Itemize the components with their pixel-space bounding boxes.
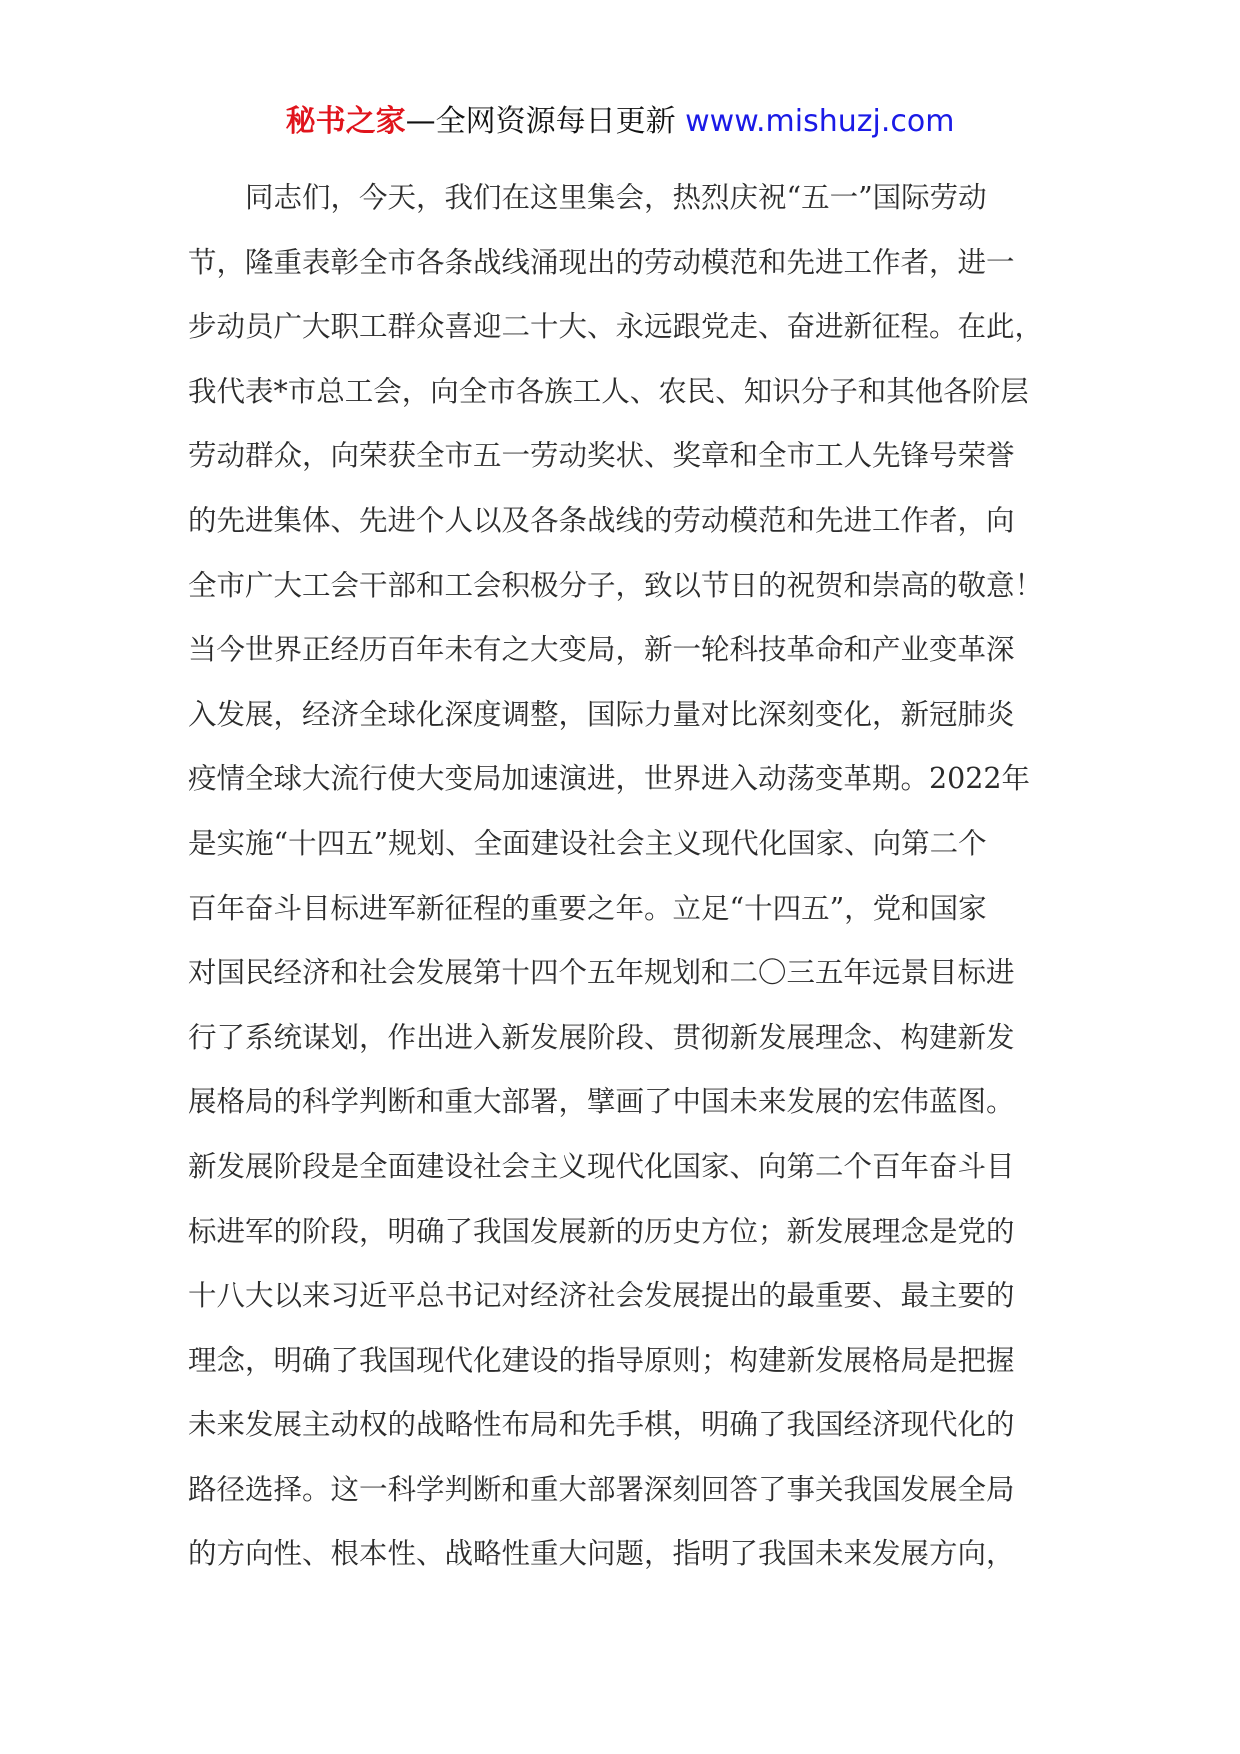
- text-line: 行了系统谋划，作出进入新发展阶段、贯彻新发展理念、构建新发: [188, 1020, 1015, 1054]
- text-line: 劳动群众，向荣获全市五一劳动奖状、奖章和全市工人先锋号荣誉: [188, 439, 1015, 473]
- website-link[interactable]: www.mishuzj.com: [685, 104, 955, 139]
- document-body: [188, 166, 1056, 1587]
- header-slogan: —全网资源每日更新: [405, 104, 676, 139]
- text-line: 步动员广大职工群众喜迎二十大、永远跟党走、奋进新征程。在此，: [188, 310, 1044, 344]
- text-line: 理念，明确了我国现代化建设的指导原则；构建新发展格局是把握: [188, 1343, 1015, 1377]
- text-line: 我代表*市总工会，向全市各族工人、农民、知识分子和其他各阶层: [188, 374, 1029, 408]
- text-line: 标进军的阶段，明确了我国发展新的历史方位；新发展理念是党的: [188, 1214, 1015, 1248]
- text-line: 同志们，今天，我们在这里集会，热烈庆祝“五一”国际劳动: [245, 181, 987, 214]
- text-line: 的方向性、根本性、战略性重大问题，指明了我国未来发展方向，: [188, 1537, 1015, 1571]
- text-line: 节，隆重表彰全市各条战线涌现出的劳动模范和先进工作者，进一: [188, 245, 1015, 279]
- brand-name: 秘书之家: [285, 104, 406, 139]
- text-line: 百年奋斗目标进军新征程的重要之年。立足“十四五”，党和国家: [188, 891, 987, 925]
- text-line: 全市广大工会干部和工会积极分子，致以节日的祝贺和崇高的敬意！: [188, 568, 1044, 602]
- text-line: 展格局的科学判断和重大部署，擘画了中国未来发展的宏伟蓝图。: [188, 1085, 1015, 1119]
- text-line: 当今世界正经历百年未有之大变局，新一轮科技革命和产业变革深: [188, 633, 1015, 667]
- text-line: 是实施“十四五”规划、全面建设社会主义现代化国家、向第二个: [188, 826, 987, 860]
- text-line: 的先进集体、先进个人以及各条战线的劳动模范和先进工作者，向: [188, 503, 1015, 537]
- text-line: 疫情全球大流行使大变局加速演进，世界进入动荡变革期。2022年: [188, 762, 1031, 796]
- text-line: 新发展阶段是全面建设社会主义现代化国家、向第二个百年奋斗目: [188, 1149, 1015, 1183]
- text-line: 未来发展主动权的战略性布局和先手棋，明确了我国经济现代化的: [188, 1408, 1015, 1442]
- page-header: [0, 98, 1240, 146]
- text-line: 路径选择。这一科学判断和重大部署深刻回答了事关我国发展全局: [188, 1472, 1015, 1506]
- text-line: 十八大以来习近平总书记对经济社会发展提出的最重要、最主要的: [188, 1279, 1015, 1313]
- text-line: 入发展，经济全球化深度调整，国际力量对比深刻变化，新冠肺炎: [188, 697, 1015, 731]
- text-line: 对国民经济和社会发展第十四个五年规划和二〇三五年远景目标进: [188, 956, 1015, 990]
